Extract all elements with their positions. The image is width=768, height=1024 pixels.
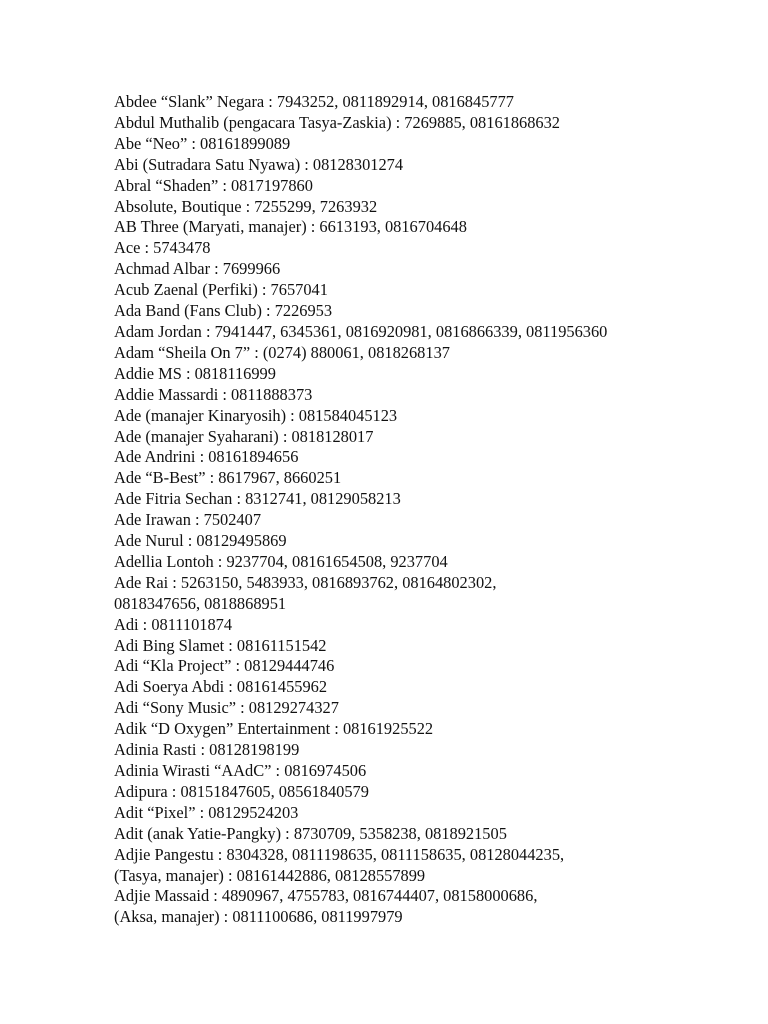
contact-entry-text: Ade Fitria Sechan : 8312741, 08129058213: [114, 489, 401, 509]
contact-entry-text: Ade Nurul : 08129495869: [114, 531, 287, 551]
contact-entry: [114, 113, 734, 134]
contact-entry-text: Abdul Muthalib (pengacara Tasya-Zaskia) : 7269885, 08161868632: [114, 112, 561, 132]
contact-entry-text: Adi Soerya Abdi : 08161455962: [114, 677, 328, 697]
contact-entry-text: Adam “Sheila On 7” : (0274) 880061, 0818268137: [114, 342, 450, 362]
contact-entry: [114, 447, 734, 468]
contact-entry: [114, 677, 734, 698]
contact-entry: [114, 615, 734, 636]
contact-entry: [114, 552, 734, 573]
contact-entry: [114, 845, 734, 887]
contact-entry: [114, 301, 734, 322]
contact-entry-text: Ade “B-Best” : 8617967, 8660251: [114, 468, 342, 488]
contact-entry: [114, 176, 734, 197]
contact-entry-continuation: 0818347656, 0818868951: [114, 593, 287, 613]
contact-list: [114, 92, 734, 928]
contact-entry: [114, 280, 734, 301]
contact-entry-text: Adit “Pixel” : 08129524203: [114, 802, 299, 822]
contact-entry-text: Abi (Sutradara Satu Nyawa) : 08128301274: [114, 154, 404, 174]
contact-entry-text: Adi “Kla Project” : 08129444746: [114, 656, 335, 676]
contact-entry-text: Abdee “Slank” Negara : 7943252, 0811892914, 0816845777: [114, 92, 514, 111]
contact-entry-text: Adi “Sony Music” : 08129274327: [114, 698, 339, 718]
contact-entry-text: Ade Rai : 5263150, 5483933, 0816893762, 08164802302,: [114, 572, 497, 592]
contact-entry-text: Addie Massardi : 0811888373: [114, 384, 313, 404]
contact-entry-text: Ade (manajer Kinaryosih) : 081584045123: [114, 405, 398, 425]
contact-entry: [114, 385, 734, 406]
contact-entry: [114, 427, 734, 448]
contact-entry-text: Ada Band (Fans Club) : 7226953: [114, 301, 333, 321]
contact-entry: [114, 803, 734, 824]
contact-entry-text: Addie MS : 0818116999: [114, 363, 276, 383]
contact-entry-text: Ade Andrini : 08161894656: [114, 447, 299, 467]
contact-entry-text: Ace : 5743478: [114, 238, 211, 258]
contact-entry-text: Adellia Lontoh : 9237704, 08161654508, 9237704: [114, 551, 448, 571]
contact-entry: [114, 656, 734, 677]
contact-entry-text: Adi : 0811101874: [114, 614, 233, 634]
contact-entry: [114, 364, 734, 385]
contact-entry-text: Adjie Pangestu : 8304328, 0811198635, 0811158635, 08128044235,: [114, 844, 565, 864]
contact-entry: [114, 698, 734, 719]
contact-entry-text: Absolute, Boutique : 7255299, 7263932: [114, 196, 378, 216]
contact-entry: [114, 573, 734, 615]
contact-entry-text: Ade (manajer Syaharani) : 0818128017: [114, 426, 374, 446]
contact-entry: [114, 155, 734, 176]
contact-entry: [114, 406, 734, 427]
contact-entry-text: Adik “D Oxygen” Entertainment : 08161925522: [114, 719, 434, 739]
contact-entry: [114, 468, 734, 489]
contact-entry-continuation: (Aksa, manajer) : 0811100686, 0811997979: [114, 907, 403, 927]
contact-entry: [114, 197, 734, 218]
contact-entry-text: Adam Jordan : 7941447, 6345361, 0816920981, 0816866339, 0811956360: [114, 321, 608, 341]
contact-entry: [114, 719, 734, 740]
contact-entry-text: Adipura : 08151847605, 08561840579: [114, 781, 369, 801]
contact-entry: [114, 343, 734, 364]
contact-entry-text: Achmad Albar : 7699966: [114, 259, 281, 279]
contact-entry: [114, 782, 734, 803]
contact-entry-text: AB Three (Maryati, manajer) : 6613193, 0816704648: [114, 217, 467, 237]
contact-entry-continuation: (Tasya, manajer) : 08161442886, 08128557899: [114, 865, 426, 885]
contact-entry-text: Adinia Rasti : 08128198199: [114, 740, 300, 760]
contact-entry-text: Adit (anak Yatie-Pangky) : 8730709, 5358238, 0818921505: [114, 823, 507, 843]
contact-entry: [114, 824, 734, 845]
contact-entry-text: Adi Bing Slamet : 08161151542: [114, 635, 327, 655]
contact-entry: [114, 238, 734, 259]
contact-entry-text: Adinia Wirasti “AAdC” : 0816974506: [114, 761, 367, 780]
contact-entry: [114, 134, 734, 155]
document-page: [114, 92, 734, 928]
contact-entry: [114, 740, 734, 761]
contact-entry: [114, 92, 734, 113]
contact-entry: [114, 886, 734, 928]
contact-entry: [114, 761, 734, 782]
contact-entry: [114, 636, 734, 657]
contact-entry: [114, 531, 734, 552]
contact-entry-text: Abe “Neo” : 08161899089: [114, 133, 291, 153]
contact-entry-text: Acub Zaenal (Perfiki) : 7657041: [114, 280, 328, 300]
contact-entry: [114, 259, 734, 280]
contact-entry: [114, 489, 734, 510]
contact-entry-text: Adjie Massaid : 4890967, 4755783, 0816744407, 08158000686,: [114, 886, 538, 906]
contact-entry: [114, 217, 734, 238]
contact-entry: [114, 510, 734, 531]
contact-entry-text: Ade Irawan : 7502407: [114, 510, 262, 530]
contact-entry-text: Abral “Shaden” : 0817197860: [114, 175, 313, 195]
contact-entry: [114, 322, 734, 343]
